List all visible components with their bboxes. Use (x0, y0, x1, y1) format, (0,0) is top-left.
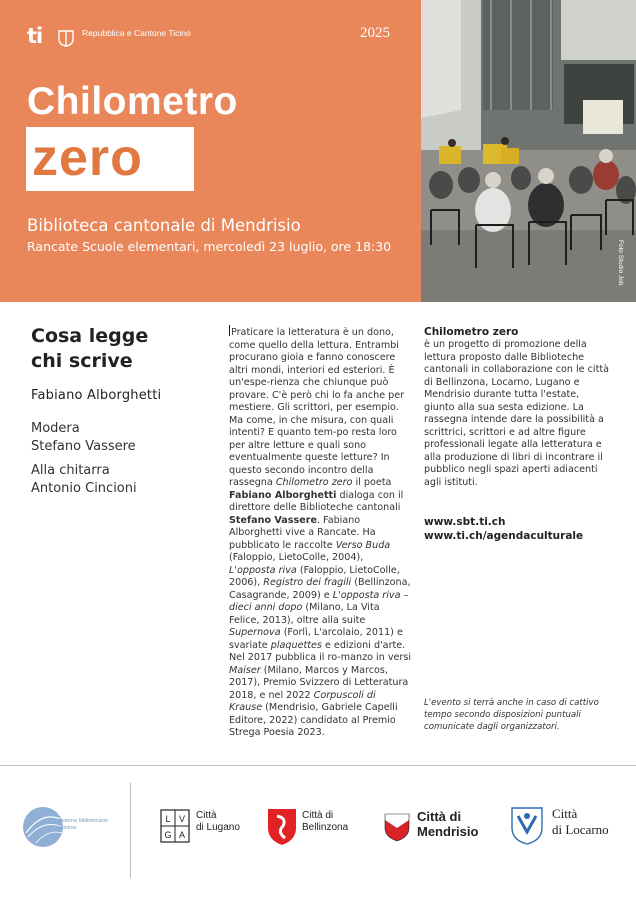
photo-credit: Foto Studio Job (617, 240, 624, 286)
link-agenda[interactable]: www.ti.ch/agendaculturale (424, 530, 584, 542)
link-sbt[interactable]: www.sbt.ti.ch (424, 516, 506, 528)
series-title: Chilometro (27, 80, 238, 123)
bellinzona-name: Città di Bellinzona (302, 810, 349, 833)
about-text: è un progetto di promozione della lettura proposto dalle Biblioteche cantonali in collaborazione con le città di Bellinzona, Locarno, Lugano e Mendrisio durante tutta l'estate, giunto alla sua sesta edizione. La rassegna intende dare la possibilità a scrittrici, scrittori e ad altre figure professionali legate alla letteratura e alla produzione di libri di incontrare il pubblico negli spazi aperti adiacenti agli istituti. (424, 339, 609, 488)
footer-divider (0, 765, 636, 766)
header-banner (0, 0, 636, 302)
mendrisio-name: Città di Mendrisio (417, 809, 479, 839)
event-title (31, 324, 211, 374)
venue: Biblioteca cantonale di Mendrisio (27, 216, 301, 235)
year: 2025 (360, 25, 390, 41)
header-text-panel (0, 0, 421, 302)
lugano-name: Città di Lugano (196, 810, 240, 833)
svg-text:V: V (178, 814, 186, 824)
photo-illustration (421, 0, 636, 302)
canton-shield-icon (58, 30, 74, 47)
locarno-name: Città di Locarno (552, 806, 609, 837)
author-name: Fabiano Alborghetti (31, 388, 162, 403)
locarno-logo-icon (510, 806, 544, 846)
date-time: Rancate Scuole elementari, mercoledì 23 luglio, ore 18:30 (27, 239, 392, 254)
footer-vertical-divider (130, 783, 131, 878)
lugano-logo-icon (159, 806, 191, 846)
sbt-name: sistema bibliotecario ticinese (58, 818, 108, 831)
svg-text:G: G (164, 830, 172, 840)
mendrisio-logo-icon (384, 806, 410, 846)
government-name: Repubblica e Cantone Ticino (82, 28, 191, 38)
weather-note: L'evento si terrà anche in caso di cattivo tempo secondo disposizioni puntuali comunicate dagli organizzatori. (424, 698, 599, 732)
description-paragraph: Praticare la letteratura è un dono, come quello della lettura. Entrambi procurano gioia e fanno conoscere altri mondi, interiori ed esteriori. È un'espe-rienza che chiunque può provare. C'è però chi lo fa anche per mestiere. Gli scrittori, per esempio. Ma come, in che misura, con quali intenti? E quanto tem-po resta loro per altre letture e quali sono eventualmente queste letture? In questo secondo incontro della rassegna Chilometro zero il poeta Fabiano Alborghetti dialoga con il direttore delle Biblioteche cantonali Stefano Vassere. Fabiano Alborghetti vive a Rancate. Ha pubblicato le raccolte Verso Buda (Faloppio, LietoColle, 2004), L'opposta riva (Faloppio, LietoColle, 2006), Registro dei fragili (Bellinzona, Casagrande, 2009) e L'opposta riva – dieci anni dopo (Milano, La Vita Felice, 2013), oltre alla suite Supernova (Forlì, L'arcolaio, 2011) e svariate plaquettes e edizioni d'arte. Nel 2017 pubblica il ro-manzo in versi Maiser (Milano, Marcos y Marcos, 2017), Premio Svizzero di Letteratura 2018, e nel 2022 Corpuscoli di Krause (Mendrisio, Gabriele Capelli Editore, 2022) candidato al Premio Strega Poesia 2023. (229, 327, 412, 738)
event-title-line1: Cosa legge (31, 325, 149, 347)
event-photo (421, 0, 636, 302)
moderator-name: Stefano Vassere (31, 439, 136, 454)
event-description (229, 325, 411, 740)
text-cursor (229, 325, 230, 336)
series-title-zero: zero (32, 129, 143, 187)
guitarist-name: Antonio Cincioni (31, 481, 137, 496)
guitar-label: Alla chitarra (31, 463, 110, 478)
about-series (424, 325, 610, 543)
event-info (31, 324, 211, 498)
bellinzona-logo-icon (267, 806, 297, 846)
about-title: Chilometro zero (424, 326, 519, 338)
svg-text:A: A (178, 830, 186, 840)
canton-logo: ti (27, 24, 43, 48)
svg-text:L: L (165, 814, 171, 824)
links (424, 515, 610, 543)
moderator-label: Modera (31, 421, 80, 436)
event-title-line2: chi scrive (31, 350, 133, 372)
